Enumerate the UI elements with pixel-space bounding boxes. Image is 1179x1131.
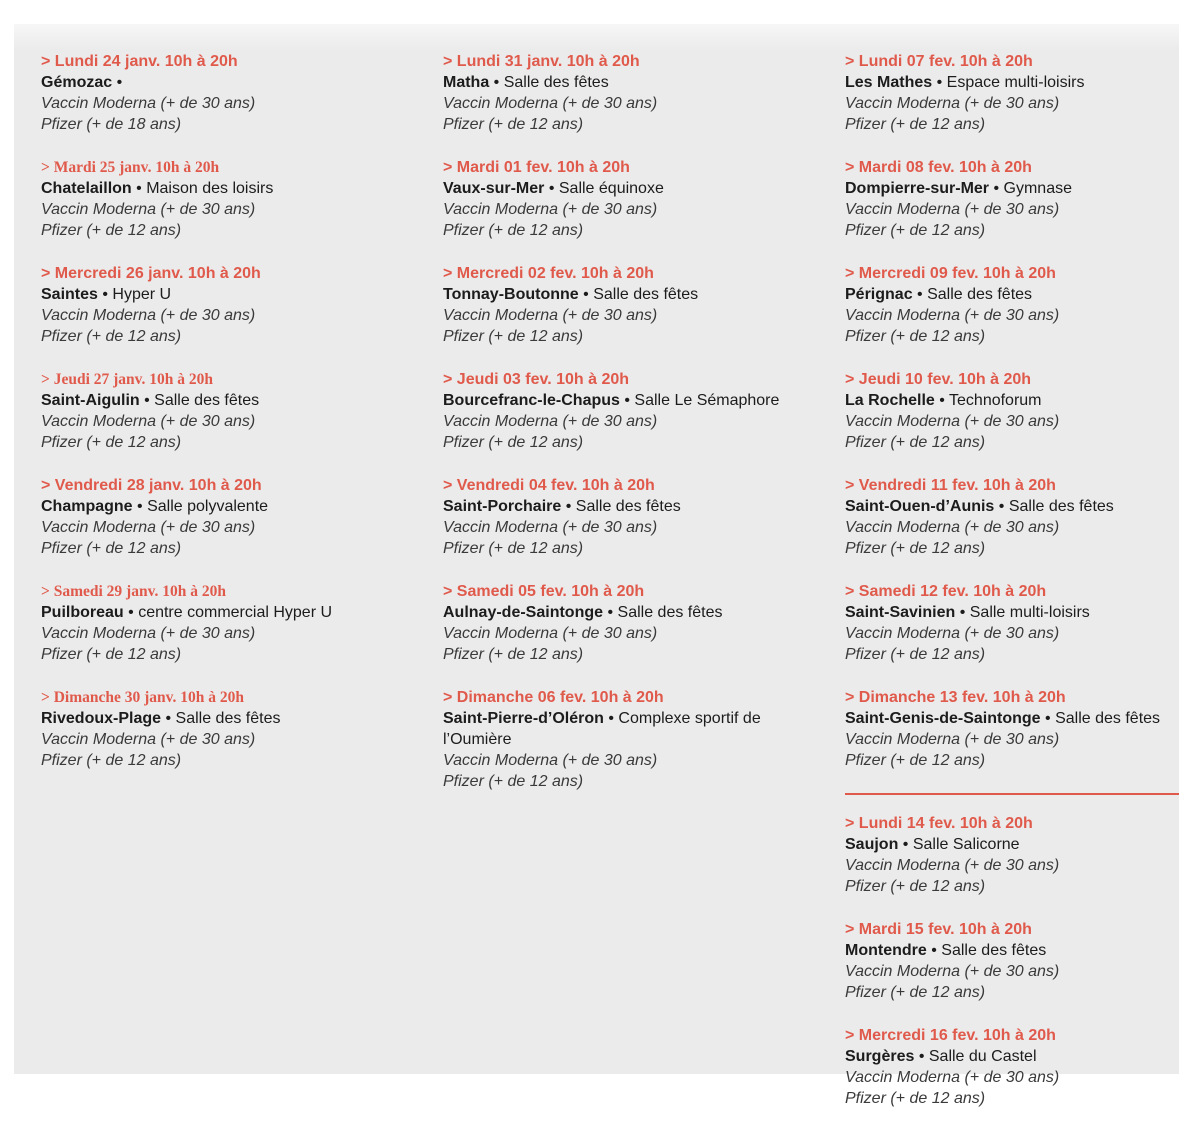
moderna-eligibility: Vaccin Moderna (+ de 30 ans)	[41, 307, 256, 324]
session-venue: Salle Salicorne	[912, 836, 1020, 853]
session-venue: Hyper U	[112, 286, 172, 303]
session-city: Vaux-sur-Mer	[443, 180, 545, 197]
moderna-eligibility: Vaccin Moderna (+ de 30 ans)	[845, 413, 1060, 430]
session-date-time: > Dimanche 30 janv. 10h à 20h	[41, 689, 245, 706]
schedule-panel	[14, 24, 1179, 1107]
moderna-eligibility: Vaccin Moderna (+ de 30 ans)	[845, 519, 1060, 536]
session-venue: Salle du Castel	[928, 1048, 1037, 1065]
pfizer-eligibility: Pfizer (+ de 12 ans)	[845, 984, 986, 1001]
bullet-separator: •	[139, 392, 155, 409]
session-city: Matha	[443, 74, 490, 91]
session-city: Bourcefranc-le-Chapus	[443, 392, 620, 409]
vaccination-session	[443, 687, 823, 792]
session-location	[845, 72, 1179, 93]
bullet-separator: •	[561, 498, 576, 515]
vaccination-session	[845, 263, 1179, 347]
pfizer-eligibility: Pfizer (+ de 12 ans)	[443, 116, 584, 133]
schedule-column-3	[845, 51, 1179, 1131]
moderna-eligibility: Vaccin Moderna (+ de 30 ans)	[845, 963, 1060, 980]
session-date-time: > Jeudi 03 fev. 10h à 20h	[443, 371, 630, 388]
bullet-separator: •	[1040, 710, 1056, 727]
moderna-eligibility: Vaccin Moderna (+ de 30 ans)	[845, 731, 1060, 748]
moderna-eligibility: Vaccin Moderna (+ de 30 ans)	[443, 519, 658, 536]
session-venue: Salle équinoxe	[558, 180, 664, 197]
pfizer-eligibility: Pfizer (+ de 12 ans)	[845, 540, 986, 557]
vaccination-session	[845, 919, 1179, 1003]
session-location	[845, 602, 1179, 623]
session-date-time: > Samedi 05 fev. 10h à 20h	[443, 583, 645, 600]
session-venue: Espace multi-loisirs	[946, 74, 1085, 91]
session-date-time: > Lundi 24 janv. 10h à 20h	[41, 53, 238, 70]
session-venue: Maison des loisirs	[146, 180, 274, 197]
session-date-time: > Samedi 29 janv. 10h à 20h	[41, 583, 226, 600]
session-city: Puilboreau	[41, 604, 124, 621]
vaccination-session	[443, 51, 823, 135]
pfizer-eligibility: Pfizer (+ de 12 ans)	[443, 222, 584, 239]
bullet-separator: •	[131, 180, 147, 197]
pfizer-eligibility: Pfizer (+ de 12 ans)	[845, 646, 986, 663]
session-city: Dompierre-sur-Mer	[845, 180, 990, 197]
bullet-separator: •	[578, 286, 594, 303]
session-date-time: > Dimanche 06 fev. 10h à 20h	[443, 689, 664, 706]
session-city: Champagne	[41, 498, 133, 515]
session-date-time: > Lundi 14 fev. 10h à 20h	[845, 815, 1033, 832]
session-location	[443, 602, 823, 623]
session-city: Saint-Aigulin	[41, 392, 140, 409]
session-venue: Salle des fêtes	[927, 286, 1033, 303]
session-venue: Salle des fêtes	[593, 286, 699, 303]
session-date-time: > Mardi 25 janv. 10h à 20h	[41, 159, 220, 176]
pfizer-eligibility: Pfizer (+ de 12 ans)	[443, 434, 584, 451]
session-date-time: > Samedi 12 fev. 10h à 20h	[845, 583, 1047, 600]
bullet-separator: •	[994, 498, 1009, 515]
vaccination-session	[41, 51, 421, 135]
pfizer-eligibility: Pfizer (+ de 12 ans)	[443, 540, 584, 557]
session-venue: Salle des fêtes	[154, 392, 260, 409]
session-location	[41, 602, 421, 623]
session-venue: Gymnase	[1003, 180, 1072, 197]
session-venue: Salle des fêtes	[575, 498, 681, 515]
bullet-separator: •	[914, 1048, 929, 1065]
vaccination-session	[845, 51, 1179, 135]
session-date-time: > Mardi 15 fev. 10h à 20h	[845, 921, 1032, 938]
moderna-eligibility: Vaccin Moderna (+ de 30 ans)	[845, 201, 1060, 218]
bullet-separator: •	[112, 74, 123, 91]
vaccination-session	[845, 581, 1179, 665]
pfizer-eligibility: Pfizer (+ de 12 ans)	[41, 540, 182, 557]
session-location	[845, 834, 1179, 855]
session-date-time: > Vendredi 28 janv. 10h à 20h	[41, 477, 262, 494]
bullet-separator: •	[603, 604, 618, 621]
vaccination-session	[443, 369, 823, 453]
session-city: Montendre	[845, 942, 927, 959]
session-date-time: > Mardi 08 fev. 10h à 20h	[845, 159, 1032, 176]
bullet-separator: •	[932, 74, 947, 91]
session-city: Saujon	[845, 836, 899, 853]
session-city: Les Mathes	[845, 74, 933, 91]
moderna-eligibility: Vaccin Moderna (+ de 30 ans)	[41, 625, 256, 642]
session-date-time: > Vendredi 04 fev. 10h à 20h	[443, 477, 655, 494]
bullet-separator: •	[603, 710, 619, 727]
session-date-time: > Mercredi 16 fev. 10h à 20h	[845, 1027, 1056, 1044]
moderna-eligibility: Vaccin Moderna (+ de 30 ans)	[443, 95, 658, 112]
bullet-separator: •	[619, 392, 635, 409]
moderna-eligibility: Vaccin Moderna (+ de 30 ans)	[845, 625, 1060, 642]
session-venue: centre commercial Hyper U	[138, 604, 333, 621]
session-venue: Salle des fêtes	[503, 74, 609, 91]
vaccination-session	[41, 369, 421, 453]
moderna-eligibility: Vaccin Moderna (+ de 30 ans)	[443, 752, 658, 769]
week-divider	[845, 793, 1179, 795]
pfizer-eligibility: Pfizer (+ de 12 ans)	[845, 878, 986, 895]
bullet-separator: •	[955, 604, 970, 621]
vaccination-session	[41, 687, 421, 771]
vaccination-session	[443, 157, 823, 241]
pfizer-eligibility: Pfizer (+ de 12 ans)	[845, 1090, 986, 1107]
session-city: Saint-Porchaire	[443, 498, 562, 515]
pfizer-eligibility: Pfizer (+ de 18 ans)	[41, 116, 182, 133]
session-venue: Complexe sportif de l’Oumière	[443, 710, 761, 748]
moderna-eligibility: Vaccin Moderna (+ de 30 ans)	[443, 413, 658, 430]
moderna-eligibility: Vaccin Moderna (+ de 30 ans)	[41, 731, 256, 748]
session-venue: Salle des fêtes	[175, 710, 281, 727]
session-city: Saint-Ouen-d’Aunis	[845, 498, 995, 515]
bullet-separator: •	[132, 498, 148, 515]
vaccination-session	[845, 813, 1179, 897]
session-venue: Salle polyvalente	[147, 498, 269, 515]
pfizer-eligibility: Pfizer (+ de 12 ans)	[41, 328, 182, 345]
session-date-time: > Vendredi 11 fev. 10h à 20h	[845, 477, 1056, 494]
session-date-time: > Jeudi 10 fev. 10h à 20h	[845, 371, 1032, 388]
pfizer-eligibility: Pfizer (+ de 12 ans)	[845, 328, 986, 345]
session-location	[845, 390, 1179, 411]
vaccination-session	[845, 1025, 1179, 1109]
bullet-separator: •	[912, 286, 928, 303]
bullet-separator: •	[123, 604, 139, 621]
vaccination-session	[845, 369, 1179, 453]
session-city: Pérignac	[845, 286, 913, 303]
moderna-eligibility: Vaccin Moderna (+ de 30 ans)	[845, 857, 1060, 874]
moderna-eligibility: Vaccin Moderna (+ de 30 ans)	[443, 307, 658, 324]
pfizer-eligibility: Pfizer (+ de 12 ans)	[845, 222, 986, 239]
session-date-time: > Dimanche 13 fev. 10h à 20h	[845, 689, 1066, 706]
bullet-separator: •	[161, 710, 176, 727]
session-city: Gémozac	[41, 74, 113, 91]
session-location	[443, 390, 823, 411]
moderna-eligibility: Vaccin Moderna (+ de 30 ans)	[41, 413, 256, 430]
session-city: Saintes	[41, 286, 98, 303]
session-location	[443, 496, 823, 517]
pfizer-eligibility: Pfizer (+ de 12 ans)	[443, 773, 584, 790]
bullet-separator: •	[544, 180, 559, 197]
bullet-separator: •	[989, 180, 1004, 197]
moderna-eligibility: Vaccin Moderna (+ de 30 ans)	[845, 95, 1060, 112]
session-location	[41, 284, 421, 305]
pfizer-eligibility: Pfizer (+ de 12 ans)	[443, 328, 584, 345]
session-location	[443, 72, 823, 93]
vaccination-session	[41, 263, 421, 347]
moderna-eligibility: Vaccin Moderna (+ de 30 ans)	[41, 95, 256, 112]
vaccination-session	[443, 581, 823, 665]
bullet-separator: •	[898, 836, 913, 853]
vaccination-session	[41, 157, 421, 241]
session-date-time: > Mardi 01 fev. 10h à 20h	[443, 159, 630, 176]
vaccination-session	[443, 475, 823, 559]
session-city: Rivedoux-Plage	[41, 710, 162, 727]
session-date-time: > Mercredi 02 fev. 10h à 20h	[443, 265, 654, 282]
session-location	[41, 178, 421, 199]
moderna-eligibility: Vaccin Moderna (+ de 30 ans)	[41, 201, 256, 218]
session-venue: Salle Le Sémaphore	[634, 392, 780, 409]
session-date-time: > Mercredi 09 fev. 10h à 20h	[845, 265, 1056, 282]
session-city: Saint-Savinien	[845, 604, 956, 621]
session-city: Saint-Pierre-d’Oléron	[443, 710, 604, 727]
pfizer-eligibility: Pfizer (+ de 12 ans)	[41, 434, 182, 451]
vaccination-session	[443, 263, 823, 347]
vaccination-session	[845, 687, 1179, 771]
session-venue: Salle des fêtes	[941, 942, 1047, 959]
schedule-column-1	[41, 51, 421, 793]
session-location	[41, 72, 421, 93]
moderna-eligibility: Vaccin Moderna (+ de 30 ans)	[41, 519, 256, 536]
pfizer-eligibility: Pfizer (+ de 12 ans)	[845, 752, 986, 769]
session-venue: Salle multi-loisirs	[969, 604, 1090, 621]
bullet-separator: •	[934, 392, 950, 409]
session-location	[845, 1046, 1179, 1067]
session-location	[443, 178, 823, 199]
moderna-eligibility: Vaccin Moderna (+ de 30 ans)	[845, 307, 1060, 324]
bullet-separator: •	[926, 942, 942, 959]
session-city: La Rochelle	[845, 392, 935, 409]
pfizer-eligibility: Pfizer (+ de 12 ans)	[845, 116, 986, 133]
moderna-eligibility: Vaccin Moderna (+ de 30 ans)	[443, 201, 658, 218]
session-date-time: > Mercredi 26 janv. 10h à 20h	[41, 265, 261, 282]
session-location	[845, 178, 1179, 199]
session-location	[41, 708, 421, 729]
session-location	[41, 496, 421, 517]
session-location	[845, 496, 1179, 517]
vaccination-session	[845, 475, 1179, 559]
pfizer-eligibility: Pfizer (+ de 12 ans)	[443, 646, 584, 663]
session-location	[845, 708, 1179, 729]
pfizer-eligibility: Pfizer (+ de 12 ans)	[41, 752, 182, 769]
session-location	[845, 940, 1179, 961]
session-venue: Salle des fêtes	[1008, 498, 1114, 515]
vaccination-session	[41, 475, 421, 559]
session-location	[443, 708, 823, 750]
schedule-column-2	[443, 51, 823, 814]
session-city: Chatelaillon	[41, 180, 132, 197]
session-date-time: > Lundi 07 fev. 10h à 20h	[845, 53, 1033, 70]
vaccination-session	[41, 581, 421, 665]
session-date-time: > Jeudi 27 janv. 10h à 20h	[41, 371, 214, 388]
session-date-time: > Lundi 31 janv. 10h à 20h	[443, 53, 640, 70]
session-location	[41, 390, 421, 411]
bullet-separator: •	[97, 286, 113, 303]
session-location	[845, 284, 1179, 305]
session-venue: Technoforum	[949, 392, 1042, 409]
session-venue: Salle des fêtes	[1055, 710, 1161, 727]
session-city: Surgères	[845, 1048, 915, 1065]
session-city: Saint-Genis-de-Saintonge	[845, 710, 1041, 727]
moderna-eligibility: Vaccin Moderna (+ de 30 ans)	[443, 625, 658, 642]
pfizer-eligibility: Pfizer (+ de 12 ans)	[845, 434, 986, 451]
session-location	[443, 284, 823, 305]
pfizer-eligibility: Pfizer (+ de 12 ans)	[41, 646, 182, 663]
session-venue: Salle des fêtes	[617, 604, 723, 621]
vaccination-session	[845, 157, 1179, 241]
pfizer-eligibility: Pfizer (+ de 12 ans)	[41, 222, 182, 239]
bullet-separator: •	[489, 74, 504, 91]
session-city: Tonnay-Boutonne	[443, 286, 579, 303]
session-city: Aulnay-de-Saintonge	[443, 604, 604, 621]
moderna-eligibility: Vaccin Moderna (+ de 30 ans)	[845, 1069, 1060, 1086]
